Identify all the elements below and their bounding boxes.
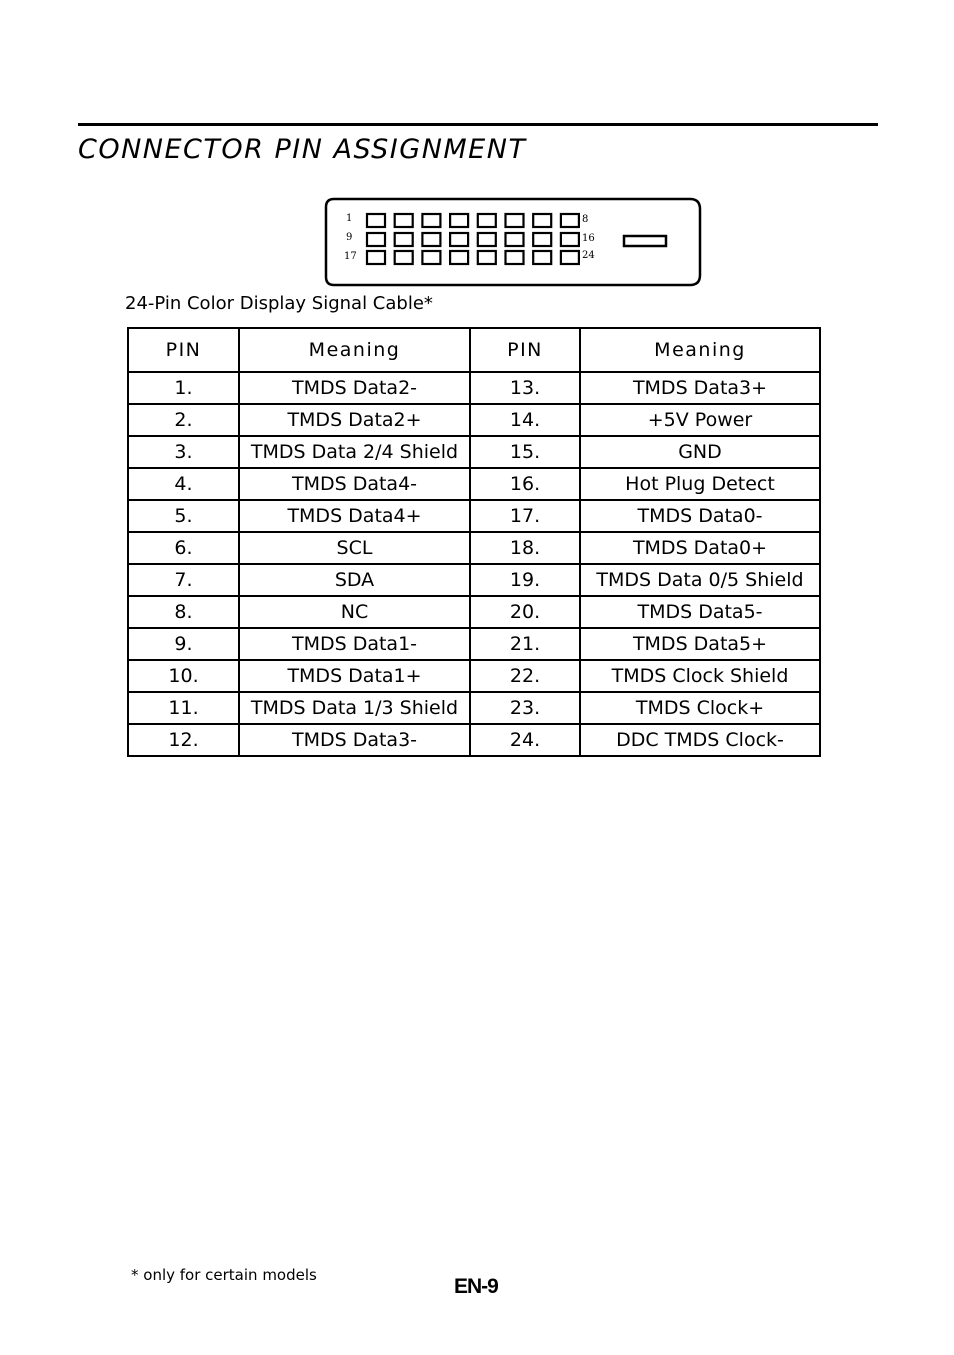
pin-number-cell: 17. [470, 500, 580, 532]
table-row [128, 596, 820, 628]
pin-meaning-cell: TMDS Clock+ [580, 692, 820, 724]
pin-meaning-cell: TMDS Data5- [580, 596, 820, 628]
dvi-connector-diagram [322, 197, 704, 287]
connector-pin [450, 251, 468, 264]
pin-number-cell: 11. [128, 692, 239, 724]
table-row [128, 468, 820, 500]
pin-meaning-cell: SDA [239, 564, 470, 596]
connector-pin [367, 233, 385, 246]
connector-flat-pin [624, 236, 666, 246]
page-number: EN-9 [454, 1275, 498, 1298]
pin-meaning-cell: TMDS Data1+ [239, 660, 470, 692]
pin-number-cell: 22. [470, 660, 580, 692]
connector-pin [506, 251, 524, 264]
row-label-right-1: 8 [582, 214, 589, 225]
connector-pin [506, 233, 524, 246]
pin-meaning-cell: NC [239, 596, 470, 628]
pin-meaning-cell: TMDS Data4+ [239, 500, 470, 532]
table-caption: 24-Pin Color Display Signal Cable* [125, 293, 433, 314]
pin-number-cell: 21. [470, 628, 580, 660]
pin-number-cell: 6. [128, 532, 239, 564]
connector-pin [561, 214, 579, 227]
footnote: * only for certain models [131, 1266, 317, 1284]
pin-meaning-cell: TMDS Data5+ [580, 628, 820, 660]
header-meaning-right: Meaning [580, 328, 820, 372]
table-row [128, 628, 820, 660]
pin-meaning-cell: GND [580, 436, 820, 468]
connector-pin [506, 214, 524, 227]
table-row [128, 564, 820, 596]
section-title: CONNECTOR PIN ASSIGNMENT [78, 134, 527, 165]
connector-pin-grid [367, 214, 579, 264]
connector-pin [367, 251, 385, 264]
pin-number-cell: 2. [128, 404, 239, 436]
header-pin-left: PIN [128, 328, 239, 372]
row-label-right-3: 24 [582, 250, 595, 261]
pin-number-cell: 10. [128, 660, 239, 692]
connector-pin [561, 251, 579, 264]
pin-meaning-cell: TMDS Data4- [239, 468, 470, 500]
table-row [128, 436, 820, 468]
pin-rows [128, 372, 820, 756]
row-label-right-2: 16 [582, 233, 595, 244]
pin-number-cell: 12. [128, 724, 239, 756]
connector-pin [533, 233, 551, 246]
pin-meaning-cell: TMDS Data3+ [580, 372, 820, 404]
table-header-row [128, 328, 820, 372]
pin-meaning-cell: TMDS Clock Shield [580, 660, 820, 692]
connector-pin [422, 214, 440, 227]
pin-number-cell: 16. [470, 468, 580, 500]
pin-number-cell: 18. [470, 532, 580, 564]
table-row [128, 404, 820, 436]
connector-pin [422, 233, 440, 246]
pin-meaning-cell: DDC TMDS Clock- [580, 724, 820, 756]
pin-meaning-cell: TMDS Data0- [580, 500, 820, 532]
pin-number-cell: 19. [470, 564, 580, 596]
pin-number-cell: 13. [470, 372, 580, 404]
pin-meaning-cell: TMDS Data2- [239, 372, 470, 404]
pin-meaning-cell: TMDS Data 0/5 Shield [580, 564, 820, 596]
connector-pin [533, 251, 551, 264]
pin-number-cell: 14. [470, 404, 580, 436]
connector-pin [450, 214, 468, 227]
table-row [128, 500, 820, 532]
pin-meaning-cell: TMDS Data 2/4 Shield [239, 436, 470, 468]
row-label-left-1: 1 [346, 213, 353, 224]
pin-number-cell: 3. [128, 436, 239, 468]
row-label-left-2: 9 [346, 232, 353, 243]
pin-meaning-cell: TMDS Data0+ [580, 532, 820, 564]
pin-number-cell: 23. [470, 692, 580, 724]
pin-meaning-cell: Hot Plug Detect [580, 468, 820, 500]
pin-number-cell: 15. [470, 436, 580, 468]
table-row [128, 660, 820, 692]
pin-number-cell: 5. [128, 500, 239, 532]
pin-number-cell: 24. [470, 724, 580, 756]
pin-meaning-cell: TMDS Data3- [239, 724, 470, 756]
connector-pin [533, 214, 551, 227]
connector-pin [422, 251, 440, 264]
table-row [128, 724, 820, 756]
header-rule [78, 123, 878, 126]
connector-pin [478, 214, 496, 227]
pin-meaning-cell: SCL [239, 532, 470, 564]
pin-number-cell: 8. [128, 596, 239, 628]
row-label-left-3: 17 [344, 251, 357, 262]
connector-pin [478, 251, 496, 264]
pin-number-cell: 4. [128, 468, 239, 500]
pin-number-cell: 9. [128, 628, 239, 660]
connector-pin [367, 214, 385, 227]
connector-pin [478, 233, 496, 246]
connector-pin [450, 233, 468, 246]
pin-meaning-cell: TMDS Data2+ [239, 404, 470, 436]
connector-pin [395, 251, 413, 264]
connector-outline [326, 199, 700, 285]
pin-assignment-table [127, 327, 821, 757]
pin-meaning-cell: TMDS Data1- [239, 628, 470, 660]
pin-number-cell: 1. [128, 372, 239, 404]
table-row [128, 532, 820, 564]
header-pin-right: PIN [470, 328, 580, 372]
pin-number-cell: 7. [128, 564, 239, 596]
pin-number-cell: 20. [470, 596, 580, 628]
pin-meaning-cell: TMDS Data 1/3 Shield [239, 692, 470, 724]
table-row [128, 372, 820, 404]
connector-pin [395, 214, 413, 227]
connector-pin [561, 233, 579, 246]
table-row [128, 692, 820, 724]
connector-pin [395, 233, 413, 246]
pin-meaning-cell: +5V Power [580, 404, 820, 436]
header-meaning-left: Meaning [239, 328, 470, 372]
